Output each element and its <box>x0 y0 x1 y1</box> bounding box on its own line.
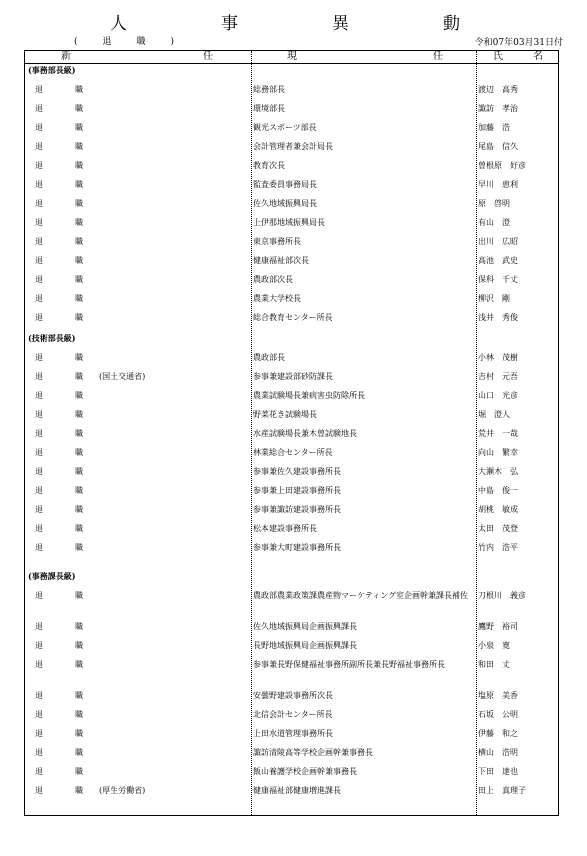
new-assignment <box>35 591 83 601</box>
new-assignment <box>35 691 83 701</box>
new-char: 職 <box>75 641 83 650</box>
new-assignment <box>35 641 83 651</box>
header-char: 氏 <box>493 51 503 62</box>
current-position: 参事兼建設部砂防課長 <box>253 372 333 381</box>
current-position: 農業試験場長兼病害虫防除所長 <box>253 391 365 400</box>
person-name: 石坂 公明 <box>478 710 518 719</box>
new-char: 退 <box>35 372 43 381</box>
new-char: 職 <box>75 448 83 457</box>
current-position: 水産試験場長兼木曽試験地長 <box>253 429 357 438</box>
new-char: 職 <box>75 505 83 514</box>
person-name: 山口 光彦 <box>478 391 518 400</box>
new-assignment <box>35 85 83 95</box>
person-name: 加藤 浩 <box>478 123 510 132</box>
header-char: 現 <box>287 51 297 62</box>
person-name: 鷹野 裕司 <box>478 622 518 631</box>
new-note: (厚生労働省) <box>99 786 146 795</box>
new-char: 職 <box>75 660 83 669</box>
person-name: 荒井 一哉 <box>478 429 518 438</box>
person-name: 胡桃 敏成 <box>478 505 518 514</box>
new-char: 退 <box>35 237 43 246</box>
column-divider <box>476 51 477 815</box>
new-char: 退 <box>35 353 43 362</box>
new-char: 退 <box>35 486 43 495</box>
person-name: 堀 澄人 <box>478 410 510 419</box>
new-char: 職 <box>75 180 83 189</box>
new-assignment <box>35 256 83 266</box>
new-char: 職 <box>75 729 83 738</box>
person-name: 高池 武史 <box>478 256 518 265</box>
current-position: 佐久地域振興局長 <box>253 199 317 208</box>
new-char: 職 <box>75 237 83 246</box>
current-position: 諏訪清陵高等学校企画幹兼事務長 <box>253 748 373 757</box>
current-position: 参事兼諏訪建設事務所長 <box>253 505 341 514</box>
new-char: 退 <box>35 729 43 738</box>
new-assignment <box>35 294 83 304</box>
person-name: 早川 恵利 <box>478 180 518 189</box>
header-char: 名 <box>533 51 543 62</box>
new-char: 退 <box>35 748 43 757</box>
new-char: 職 <box>75 524 83 533</box>
person-name: 大瀬木 弘 <box>478 467 518 476</box>
current-position: 上田水道管理事務所長 <box>253 729 333 738</box>
person-name: 渡辺 高秀 <box>478 85 518 94</box>
current-position: 野菜花き試験場長 <box>253 410 317 419</box>
new-assignment <box>35 313 83 323</box>
current-position: 飯山養護学校企画幹兼事務長 <box>253 767 357 776</box>
current-position: 農業大学校長 <box>253 294 301 303</box>
new-assignment <box>35 142 83 152</box>
current-position: 佐久地域振興局企画振興課長 <box>253 622 357 631</box>
new-char: 職 <box>75 218 83 227</box>
current-position: 林業総合センター所長 <box>253 448 333 457</box>
new-assignment <box>35 748 83 758</box>
new-char: 職 <box>75 429 83 438</box>
person-name: 塩原 美香 <box>478 691 518 700</box>
new-assignment <box>35 218 83 228</box>
header-new <box>61 51 213 63</box>
person-name: 下田 達也 <box>478 767 518 776</box>
title-char: 異 <box>332 14 349 34</box>
new-char: 職 <box>75 622 83 631</box>
new-assignment <box>35 467 83 477</box>
person-name: 有山 澄 <box>478 218 510 227</box>
current-position: 北信会計センター所長 <box>253 710 333 719</box>
current-position: 環境部長 <box>253 104 285 113</box>
person-name: 田上 真理子 <box>478 786 526 795</box>
person-name: 原 啓明 <box>478 199 510 208</box>
new-assignment <box>35 710 83 720</box>
new-assignment <box>35 486 83 496</box>
new-char: 職 <box>75 85 83 94</box>
new-char: 退 <box>35 505 43 514</box>
new-char: 職 <box>75 691 83 700</box>
current-position: 参事兼長野保健福祉事務所副所長兼長野福祉事務所長 <box>253 660 445 669</box>
new-char: 職 <box>75 294 83 303</box>
subtitle-char: ( <box>74 37 78 47</box>
new-char: 退 <box>35 691 43 700</box>
current-position: 観光スポーツ部長 <box>253 123 317 132</box>
new-char: 退 <box>35 161 43 170</box>
new-assignment <box>35 104 83 114</box>
new-char: 退 <box>35 294 43 303</box>
person-name: 向山 繁幸 <box>478 448 518 457</box>
new-char: 職 <box>75 104 83 113</box>
subtitle-char: 退 <box>102 37 112 47</box>
header-name <box>493 51 543 63</box>
new-char: 職 <box>75 275 83 284</box>
new-char: 職 <box>75 353 83 362</box>
current-position: 安曇野建設事務所次長 <box>253 691 333 700</box>
person-name: 横山 浩明 <box>478 748 518 757</box>
new-char: 職 <box>75 372 83 381</box>
title-char: 動 <box>443 14 460 34</box>
current-position: 参事兼佐久建設事務所長 <box>253 467 341 476</box>
new-char: 退 <box>35 142 43 151</box>
person-name: 浅井 秀俊 <box>478 313 518 322</box>
table-header <box>25 51 558 64</box>
new-char: 職 <box>75 161 83 170</box>
new-char: 退 <box>35 256 43 265</box>
new-assignment <box>35 786 83 796</box>
person-name: 諏訪 孝治 <box>478 104 518 113</box>
new-char: 退 <box>35 767 43 776</box>
new-char: 職 <box>75 748 83 757</box>
new-assignment <box>35 543 83 553</box>
current-position: 参事兼大町建設事務所長 <box>253 543 341 552</box>
new-char: 退 <box>35 218 43 227</box>
new-char: 退 <box>35 622 43 631</box>
current-position: 上伊那地域振興局長 <box>253 218 325 227</box>
section-label: (事務課長級) <box>28 571 76 581</box>
new-char: 退 <box>35 448 43 457</box>
person-name: 吉村 元吾 <box>478 372 518 381</box>
header-char: 任 <box>433 51 443 62</box>
current-position: 農政部農業政策課農産物マーケティング室企画幹兼課長補佐 <box>253 591 469 600</box>
current-position: 参事兼上田建設事務所長 <box>253 486 341 495</box>
current-position: 農政部長 <box>253 353 285 362</box>
new-assignment <box>35 353 83 363</box>
new-char: 退 <box>35 591 43 600</box>
new-assignment <box>35 429 83 439</box>
header-current <box>287 51 443 63</box>
new-char: 退 <box>35 710 43 719</box>
new-char: 職 <box>75 591 83 600</box>
person-name: 曽根原 好彦 <box>478 161 526 170</box>
new-char: 退 <box>35 391 43 400</box>
new-char: 職 <box>75 467 83 476</box>
new-note: (国土交通省) <box>99 372 146 381</box>
current-position: 総合教育センター所長 <box>253 313 333 322</box>
new-char: 退 <box>35 199 43 208</box>
new-assignment <box>35 180 83 190</box>
header-char: 新 <box>61 51 71 62</box>
new-assignment <box>35 622 83 632</box>
new-char: 退 <box>35 524 43 533</box>
person-name: 伊藤 和之 <box>478 729 518 738</box>
current-position: 会計管理者兼会計局長 <box>253 142 333 151</box>
person-name: 和田 丈 <box>478 660 510 669</box>
new-assignment <box>35 410 83 420</box>
current-position: 教育次長 <box>253 161 285 170</box>
new-char: 退 <box>35 660 43 669</box>
new-char: 職 <box>75 199 83 208</box>
new-assignment <box>35 372 83 382</box>
section-label: (技術部長級) <box>28 333 76 343</box>
current-position: 長野地域振興局企画振興課長 <box>253 641 357 650</box>
new-assignment <box>35 448 83 458</box>
new-assignment <box>35 391 83 401</box>
new-assignment <box>35 524 83 534</box>
new-char: 退 <box>35 123 43 132</box>
document-title <box>110 14 460 34</box>
person-name: 出川 広昭 <box>478 237 518 246</box>
new-char: 退 <box>35 313 43 322</box>
section-label: (事務部長級) <box>28 65 76 75</box>
new-char: 職 <box>75 786 83 795</box>
new-char: 退 <box>35 641 43 650</box>
header-char: 任 <box>203 51 213 62</box>
new-char: 退 <box>35 85 43 94</box>
new-char: 職 <box>75 123 83 132</box>
person-name: 保科 千丈 <box>478 275 518 284</box>
new-char: 職 <box>75 710 83 719</box>
person-name: 竹内 浩平 <box>478 543 518 552</box>
new-char: 職 <box>75 142 83 151</box>
current-position: 東京事務所長 <box>253 237 301 246</box>
new-char: 退 <box>35 786 43 795</box>
document-subtitle <box>74 37 174 48</box>
new-char: 退 <box>35 104 43 113</box>
new-assignment <box>35 660 83 670</box>
new-char: 職 <box>75 486 83 495</box>
person-name: 小泉 寛 <box>478 641 510 650</box>
new-assignment <box>35 161 83 171</box>
person-name: 刀根川 義彦 <box>478 591 526 600</box>
subtitle-char: ) <box>170 37 174 47</box>
current-position: 健康福祉部健康増進課長 <box>253 786 341 795</box>
new-char: 退 <box>35 180 43 189</box>
new-char: 退 <box>35 543 43 552</box>
new-assignment <box>35 767 83 777</box>
person-name: 太田 茂登 <box>478 524 518 533</box>
person-name: 中島 俊一 <box>478 486 518 495</box>
current-position: 農政部次長 <box>253 275 293 284</box>
new-char: 職 <box>75 256 83 265</box>
new-char: 職 <box>75 543 83 552</box>
new-assignment <box>35 237 83 247</box>
new-char: 職 <box>75 313 83 322</box>
current-position: 総務部長 <box>253 85 285 94</box>
person-name: 尾島 信久 <box>478 142 518 151</box>
effective-date: 令和07年03月31日付 <box>474 38 563 48</box>
personnel-table <box>24 50 559 816</box>
title-char: 事 <box>221 14 238 34</box>
new-char: 退 <box>35 467 43 476</box>
column-divider <box>251 51 252 815</box>
current-position: 松本建設事務所長 <box>253 524 317 533</box>
subtitle-char: 職 <box>136 37 146 47</box>
new-assignment <box>35 199 83 209</box>
new-char: 職 <box>75 391 83 400</box>
person-name: 小林 茂樹 <box>478 353 518 362</box>
new-assignment <box>35 729 83 739</box>
new-assignment <box>35 123 83 133</box>
current-position: 監査委員事務局長 <box>253 180 317 189</box>
new-assignment <box>35 505 83 515</box>
new-assignment <box>35 275 83 285</box>
title-char: 人 <box>110 14 127 34</box>
new-char: 退 <box>35 275 43 284</box>
new-char: 退 <box>35 410 43 419</box>
new-char: 職 <box>75 410 83 419</box>
new-char: 職 <box>75 767 83 776</box>
new-char: 退 <box>35 429 43 438</box>
current-position: 健康福祉部次長 <box>253 256 309 265</box>
person-name: 柳沢 剛 <box>478 294 510 303</box>
